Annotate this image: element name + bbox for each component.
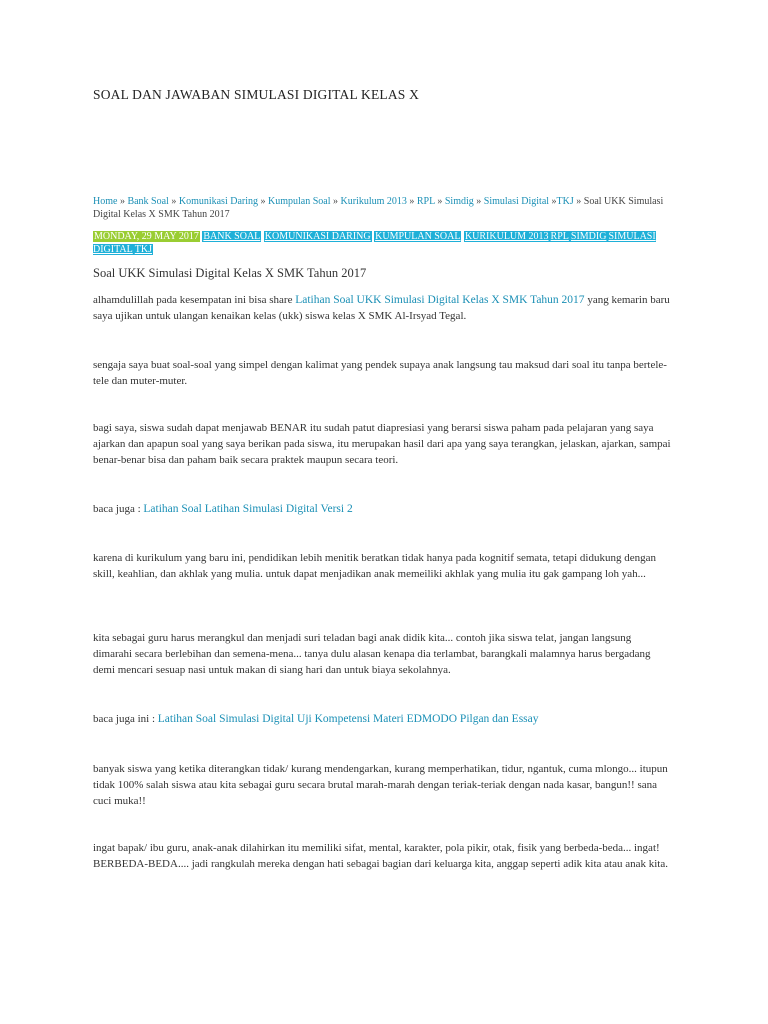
breadcrumb-kumpulan-soal[interactable]: Kumpulan Soal bbox=[268, 196, 331, 207]
breadcrumb-home[interactable]: Home bbox=[93, 196, 118, 207]
label-komunikasi-daring[interactable]: KOMUNIKASI DARING bbox=[264, 231, 371, 242]
breadcrumb-tkj[interactable]: TKJ bbox=[556, 196, 574, 207]
paragraph-6: kita sebagai guru harus merangkul dan menjadi suri teladan bagi anak didik kita... contoh jika siswa telat, jangan langsung dimarahi secara berlebihan dan semena-mena... tanya dulu alasan kenapa dia terlambat, barangkali malamnya harus bergadang demi mencari sesuap nasi untuk makan di siang hari dan untuk biaya sekolahnya. bbox=[93, 632, 651, 676]
paragraph-8: banyak siswa yang ketika diterangkan tidak/ kurang mendengarkan, kurang memperhatikan, tidur, ngantuk, cuma mlongo... itupun tidak 100% salah siswa atau kita sebagai guru secara brutal marah-marah dengan teriak-teriak dengan nada kasar, bangun!! sana cuci muka!! bbox=[93, 763, 668, 807]
baca-juga-label: baca juga : bbox=[93, 503, 144, 515]
breadcrumb-simulasi-digital[interactable]: Simulasi Digital bbox=[483, 196, 550, 207]
link-latihan-soal-ukk[interactable]: Latihan Soal UKK Simulasi Digital Kelas X SMK Tahun 2017 bbox=[295, 294, 585, 306]
label-simdig[interactable]: SIMDIG bbox=[570, 231, 607, 242]
paragraph-9: ingat bapak/ ibu guru, anak-anak dilahirkan itu memiliki sifat, mental, karakter, pola pikir, otak, fisik yang berbeda-beda... ingat! BERBEDA-BEDA.... jadi rangkulah mereka dengan hati sebagai bagian dari keluarga kita, anggap seperti adik kita atau anak kita. bbox=[93, 842, 668, 870]
paragraph-intro bbox=[93, 292, 673, 324]
link-latihan-simulasi-digital-versi-2[interactable]: Latihan Soal Latihan Simulasi Digital Versi 2 bbox=[143, 503, 353, 515]
paragraph-3: bagi saya, siswa sudah dapat menjawab BENAR itu sudah patut diapresiasi yang berarsi siswa paham pada pelajaran yang saya ajarkan dan apapun soal yang saya berikan pada siswa, itu merupakan hasil dari apa yang saya terangkan, jelaskan, ajarkan, sampai benar-benar bisa dan paham baik secara praktek maupun secara teori. bbox=[93, 422, 671, 466]
breadcrumb-current: Soal UKK Simulasi Digital Kelas X SMK Tahun 2017 bbox=[93, 196, 664, 220]
paragraph-intro-text-end: yang kemarin baru saya ujikan untuk ulangan kenaikan kelas (ukk) siswa kelas X SMK Al-Irsyad Tegal. bbox=[93, 294, 670, 322]
label-bank-soal[interactable]: BANK SOAL bbox=[203, 231, 261, 242]
breadcrumb-bank-soal[interactable]: Bank Soal bbox=[127, 196, 169, 207]
paragraph-5: karena di kurikulum yang baru ini, pendidikan lebih menitik beratkan tidak hanya pada kognitif semata, tetapi didukung dengan skill, keahlian, dan akhlak yang mulia. untuk dapat menjadikan anak memeiliki akhlak yang mulia itu gak gampang loh yah... bbox=[93, 552, 656, 580]
label-rpl[interactable]: RPL bbox=[550, 231, 569, 242]
page-title: SOAL DAN JAWABAN SIMULASI DIGITAL KELAS X bbox=[93, 87, 420, 102]
label-tkj[interactable]: TKJ bbox=[134, 244, 152, 255]
post-date: MONDAY, 29 MAY 2017 bbox=[94, 231, 199, 242]
paragraph-intro-text: alhamdulillah pada kesempatan ini bisa share bbox=[93, 294, 296, 306]
breadcrumb-rpl[interactable]: RPL bbox=[416, 196, 435, 207]
paragraph-baca-juga-ini bbox=[93, 711, 673, 727]
paragraph-2: sengaja saya buat soal-soal yang simpel dengan kalimat yang pendek supaya anak langsung tau maksud dari soal itu tanpa bertele-tele dan muter-muter. bbox=[93, 359, 667, 387]
paragraph-baca-juga bbox=[93, 501, 673, 517]
breadcrumb-simdig[interactable]: Simdig bbox=[444, 196, 474, 207]
breadcrumb-komunikasi-daring[interactable]: Komunikasi Daring bbox=[178, 196, 258, 207]
post-title: Soal UKK Simulasi Digital Kelas X SMK Tahun 2017 bbox=[93, 266, 367, 280]
link-latihan-soal-edmodo[interactable]: Latihan Soal Simulasi Digital Uji Kompetensi Materi EDMODO Pilgan dan Essay bbox=[157, 713, 539, 725]
label-simulasi-digital[interactable]: SIMULASI DIGITAL bbox=[93, 231, 656, 255]
breadcrumb: Home » Bank Soal » Komunikasi Daring » Kumpulan Soal » Kurikulum 2013 » RPL » Simdig » Simulasi Digital »TKJ » Soal UKK Simulasi Digital Kelas X SMK Tahun 2017 bbox=[93, 196, 664, 220]
baca-juga-ini-label: baca juga ini : bbox=[93, 713, 158, 725]
post-meta bbox=[93, 230, 673, 256]
label-kumpulan-soal[interactable]: KUMPULAN SOAL bbox=[375, 231, 461, 242]
label-kurikulum-2013[interactable]: KURIKULUM 2013 bbox=[464, 231, 549, 242]
breadcrumb-kurikulum-2013[interactable]: Kurikulum 2013 bbox=[340, 196, 407, 207]
